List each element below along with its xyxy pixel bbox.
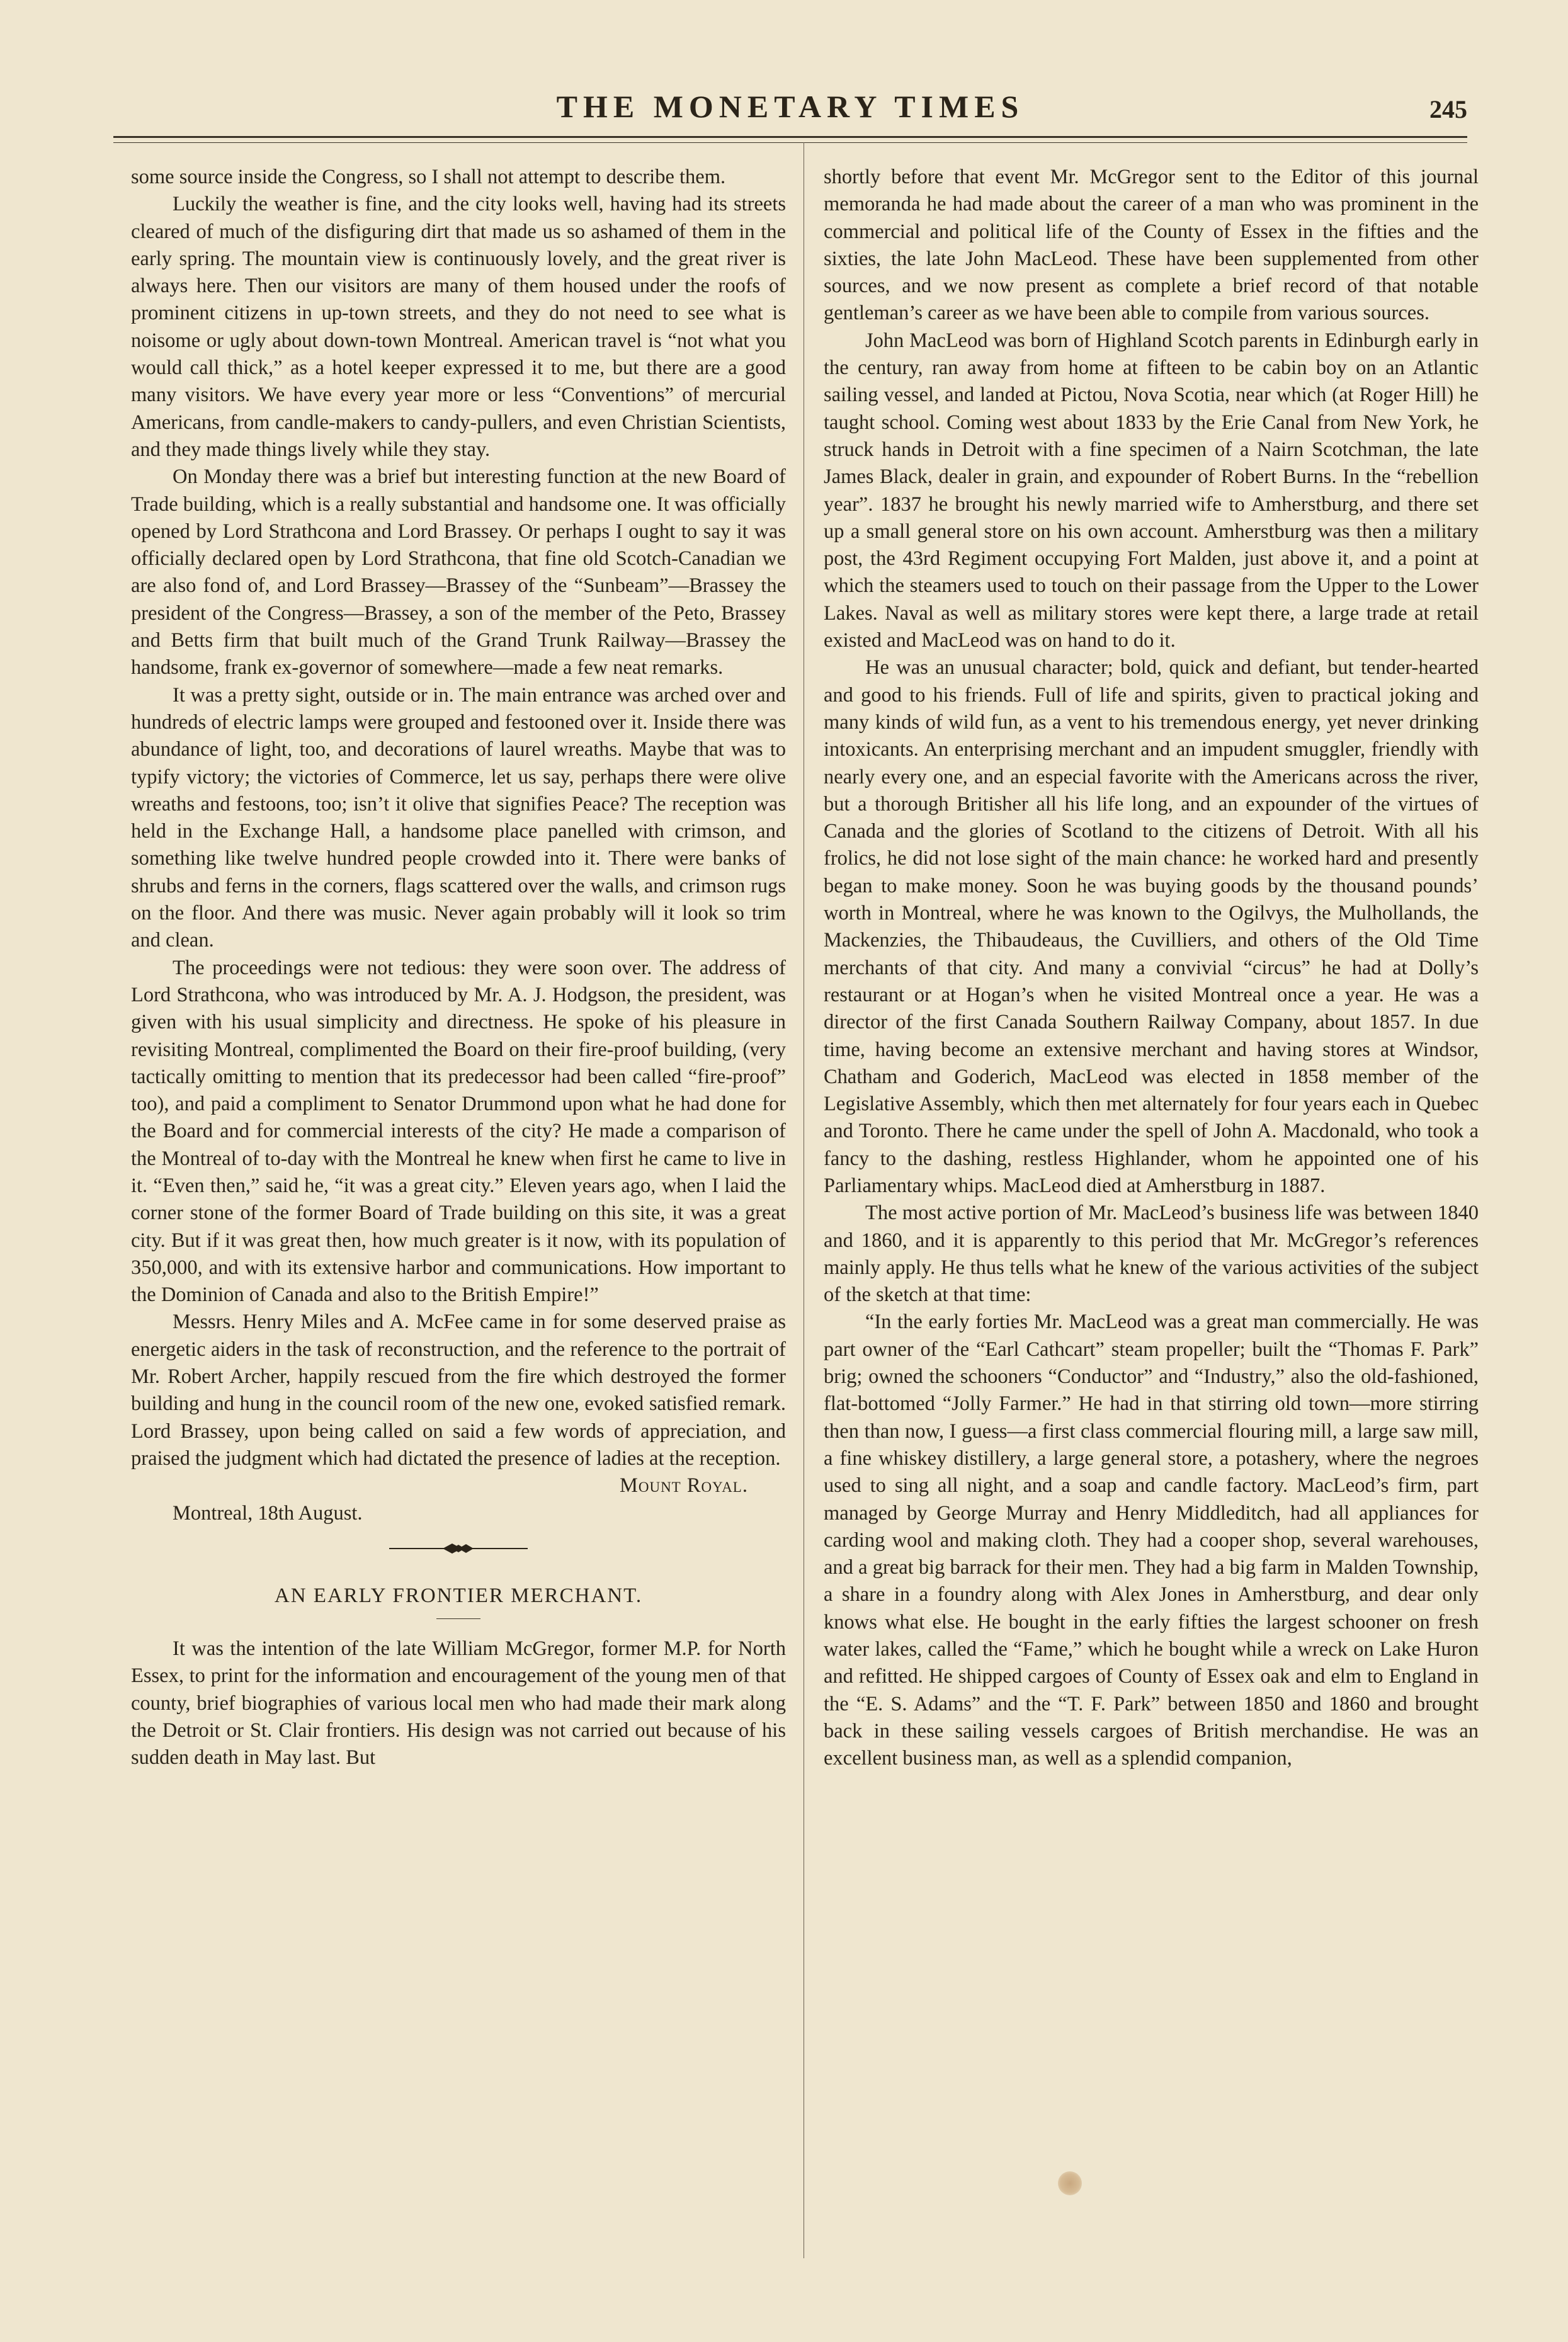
- article-headline: AN EARLY FRONTIER MERCHANT.: [274, 1584, 643, 1607]
- paragraph: He was an unusual character; bold, quick and defiant, but tender-hearted and good to his friends. Full of life and spirits, given to practical joking and many kinds of wild fun, as a vent to his tremendous energy, yet never drinking intoxicants. An enterprising merchant and an impudent smuggler, friendly with nearly every one, and an especial favorite with the Americans across the river, but a thorough Britisher all his life long, and an expounder of the virtues of Canada and the glories of Scotland to the citizens of Detroit. With all his frolics, he did not lose sight of the main chance: he worked hard and presently began to make money. Soon he was buying goods by the thousand pounds’ worth in Montreal, where he was known to the Ogilvys, the Mulhollands, the Mackenzies, the Thibaudeaus, the Cuvilliers, and others of the Old Time merchants of that city. And many a convivial “circus” he had at Dolly’s restaurant or at Hogan’s when he visited Montreal once a year. He was a director of the first Canada Southern Railway Company, about 1857. In due time, having become an extensive merchant and having stores at Windsor, Chatham and Goderich, MacLeod was elected in 1858 member of the Legislative Assembly, which then met alternately for four years each in Quebec and Toronto. There he came under the spell of John A. Macdonald, who took a fancy to the dashing, restless Highlander, whom he appointed one of his Parliamentary whips. MacLeod died at Amherstburg in 1887.: [824, 656, 1479, 1197]
- header-rule-thin: [113, 142, 1467, 143]
- signature: Mount Royal.: [619, 1474, 748, 1498]
- section-ornament: [131, 1538, 786, 1564]
- paper-stain: [1058, 2171, 1082, 2195]
- paragraph: The proceedings were not tedious: they were soon over. The address of Lord Strathcona, who was introduced by Mr. A. J. Hodgson, the president, was given with his usual simplicity and directness. He spoke of his pleasure in revisiting Montreal, complimented the Board on their fire-proof building, (very tactically omitting to mention that its predecessor had been called “fire-proof” too), and paid a compliment to Senator Drummond upon what he had done for the Board and for commercial interests of the city? He made a comparison of the Montreal of to-day with the Montreal he knew when first he came to live in it. “Even then,” said he, “it was a great city.” Eleven years ago, when I laid the corner stone of the former Board of Trade building on this site, it was a great city. But if it was great then, how much greater is it now, with its population of 350,000, and with its extensive harbor and communications. How important to the Dominion of Canada and also to the British Empire!”: [131, 956, 786, 1307]
- paragraph: some source inside the Congress, so I shall not attempt to describe them.: [131, 166, 726, 188]
- paragraph: “In the early forties Mr. MacLeod was a great man commercially. He was part owner of the “Earl Cathcart” steam propeller; built the “Thomas F. Park” brig; owned the schooners “Conductor” and “Industry,” also the old-fashioned, flat-bottomed “Jolly Farmer.” He had in that stirring old town—more stirring then than now, I guess—a first class commercial flouring mill, a large saw mill, a fine whiskey distillery, a large general store, a potashery, where the negroes used to sing all night, and a soap and candle factory. MacLeod’s firm, part managed by George Murray and Henry Middleditch, had all appliances for carding wool and making cloth. They had a cooper shop, several warehouses, and a great big barrack for their men. They had a big farm in Malden Township, a share in a foundry along with Alex Jones in Amherstburg, and dear only knows what else. He bought in the early fifties the largest schooner on fresh water lakes, called the “Fame,” which he bought while a wreck on Lake Huron and refitted. He shipped cargoes of County of Essex oak and elm to England in the “E. S. Adams” and the “T. F. Park” between 1850 and 1860 and brought back in these sailing vessels cargoes of British merchandise. He was an excellent business man, as well as a splendid companion,: [824, 1310, 1479, 1770]
- paragraph: The most active portion of Mr. MacLeod’s business life was between 1840 and 1860, and it is apparently to this period that Mr. McGregor’s references mainly apply. He thus tells what he knew of the various activities of the subject of the sketch at that time:: [824, 1202, 1479, 1307]
- paragraph: It was the intention of the late William McGregor, former M.P. for North Essex, to print for the information and encouragement of the young men of that county, brief biographies of various local men who had made their mark along the Detroit or St. Clair frontiers. His design was not carried out because of his sudden death in May last. But: [131, 1637, 786, 1770]
- right-column: [824, 164, 1479, 2267]
- dateline: Montreal, 18th August.: [173, 1501, 363, 1525]
- masthead-title: THE MONETARY TIMES: [556, 89, 1025, 124]
- page-number: 245: [1429, 95, 1467, 123]
- header-rule-thick: [113, 136, 1467, 138]
- page-header: [113, 88, 1467, 126]
- paragraph: John MacLeod was born of Highland Scotch parents in Edinburgh early in the century, ran away from home at fifteen to be cabin boy on an Atlantic sailing vessel, and landed at Pictou, Nova Scotia, near which (at Roger Hill) he taught school. Coming west about 1833 by the Erie Canal from New York, he struck hands in Detroit with a fine specimen of a Nairn Scotchman, the late James Black, dealer in grain, and expounder of Robert Burns. In the “rebellion year”. 1837 he brought his newly married wife to Amherstburg, and there set up a small general store on his own account. Amherstburg was then a military post, the 43rd Regiment occupying Fort Malden, just above it, and a point at which the steamers used to touch on their passage from the Upper to the Lower Lakes. Naval as well as military stores were kept there, a large trade at retail existed and MacLeod was on hand to do it.: [824, 329, 1479, 652]
- paragraph: Messrs. Henry Miles and A. McFee came in for some deserved praise as energetic aiders in the task of reconstruction, and the reference to the portrait of Mr. Robert Archer, happily rescued from the fire which destroyed the former building and hung in the council room of the new one, evoked satisfied remark. Lord Brassey, upon being called on said a few words of appreciation, and praised the judgment which had dictated the presence of ladies at the reception.: [131, 1310, 786, 1470]
- paragraph: shortly before that event Mr. McGregor sent to the Editor of this journal memoranda he had made about the career of a man who was prominent in the commercial and political life of the County of Essex in the fifties and the sixties, the late John MacLeod. These have been supplemented from other sources, and we now present as complete a brief record of that notable gentleman’s career as we have been able to compile from various sources.: [824, 166, 1479, 325]
- paragraph: On Monday there was a brief but interesting function at the new Board of Trade building, which is a really substantial and handsome one. It was officially opened by Lord Strathcona and Lord Brassey. Or perhaps I ought to say it was officially declared open by Lord Strathcona, that fine old Scotch-Canadian we are also fond of, and Lord Brassey—Brassey of the “Sunbeam”—Brassey the president of the Congress—Brassey, a son of the member of the Peto, Brassey and Betts firm that built much of the Grand Trunk Railway—Brassey the handsome, frank ex-governor of somewhere—made a few neat remarks.: [131, 465, 786, 679]
- ornament-icon: [389, 1539, 528, 1558]
- headline-rule: [436, 1618, 480, 1619]
- paragraph: It was a pretty sight, outside or in. The main entrance was arched over and hundreds of electric lamps were grouped and festooned over it. Inside there was abundance of light, too, and decorations of laurel wreaths. Maybe that was to typify victory; the victories of Commerce, let us say, perhaps there were olive wreaths and festoons, too; isn’t it olive that signifies Peace? The reception was held in the Exchange Hall, a handsome place panelled with crimson, and something like twelve hundred people crowded into it. There were banks of shrubs and ferns in the corners, flags scattered over the walls, and crimson rugs on the floor. And there was music. Never again probably will it look so trim and clean.: [131, 683, 786, 952]
- left-column: [131, 164, 786, 2267]
- paragraph: Luckily the weather is fine, and the city looks well, having had its streets cleared of much of the disfiguring dirt that made us so ashamed of them in the early spring. The mountain view is continuously lovely, and the great river is always here. Then our visitors are many of them housed under the roofs of prominent citizens in up-town streets, and they do not need to see what is noisome or ugly about down-town Montreal. American travel is “not what you would call thick,” as a hotel keeper expressed it to me, but there are a good many visitors. We have every year more or less “Conventions” of mercurial Americans, from candle-makers to candy-pullers, and even Christian Scientists, and they made things lively while they stay.: [131, 193, 786, 461]
